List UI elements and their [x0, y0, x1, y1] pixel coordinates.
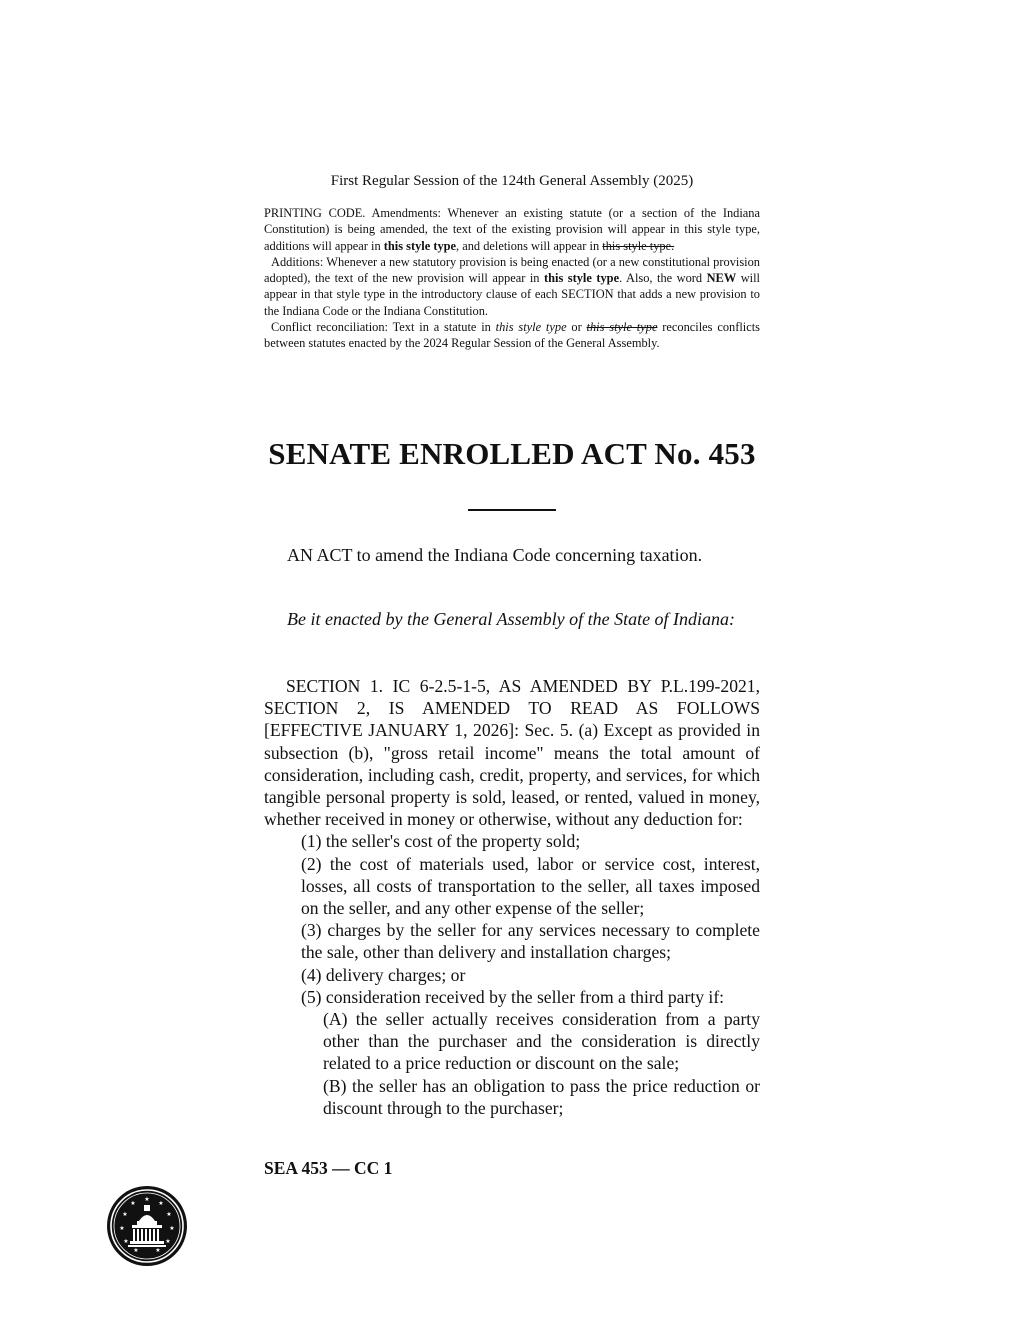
printing-code-notice	[264, 205, 760, 352]
indiana-state-seal-icon	[106, 1185, 188, 1267]
svg-text:★: ★	[158, 1200, 164, 1207]
printing-code-amendments: PRINTING CODE. Amendments: Whenever an existing statute (or a section of the Indiana Constitution) is being amended, the text of the existing provision will appear in this style type, additions will appear in this style type, and deletions will appear in this style type.	[264, 206, 760, 253]
list-item: (2) the cost of materials used, labor or service cost, interest, losses, all costs of transportation to the seller, all taxes imposed on the seller, and any other expense of the seller;	[301, 853, 760, 919]
session-heading: First Regular Session of the 124th General Assembly (2025)	[330, 173, 694, 189]
act-title: SENATE ENROLLED ACT No. 453	[268, 436, 756, 471]
svg-text:★: ★	[119, 1225, 125, 1232]
svg-text:★: ★	[122, 1211, 128, 1218]
list-item: (4) delivery charges; or	[301, 964, 466, 985]
list-item: (3) charges by the seller for any services necessary to complete the sale, other than delivery and installation charges;	[301, 920, 760, 963]
section-body	[264, 675, 760, 1119]
svg-text:★: ★	[155, 1247, 161, 1254]
sub-list-item: (A) the seller actually receives consideration from a party other than the purchaser and the consideration is directly related to a price reduction or discount on the sale;	[323, 1009, 760, 1074]
title-divider	[468, 509, 556, 511]
act-description: AN ACT to amend the Indiana Code concerning taxation.	[287, 545, 703, 565]
sub-list-item: (B) the seller has an obligation to pass the price reduction or discount through to the purchaser;	[323, 1075, 760, 1118]
svg-text:★: ★	[123, 1238, 129, 1245]
svg-text:★: ★	[144, 1196, 150, 1203]
svg-text:★: ★	[166, 1211, 172, 1218]
svg-text:★: ★	[130, 1200, 136, 1207]
enacting-clause: Be it enacted by the General Assembly of the State of Indiana:	[287, 609, 736, 629]
page-footer: SEA 453 — CC 1	[264, 1158, 393, 1178]
section-intro: SECTION 1. IC 6-2.5-1-5, AS AMENDED BY P.L.199-2021, SECTION 2, IS AMENDED TO READ AS FOLLOWS [EFFECTIVE JANUARY 1, 2026]: Sec. 5. (a) Except as provided in subsection (b), "gross retail income" means the total amount of consideration, including cash, credit, property, and services, for which tangible personal property is sold, leased, or rented, valued in money, whether received in money or otherwise, without any deduction for:	[264, 676, 760, 830]
list-item: (1) the seller's cost of the property sold;	[301, 831, 581, 852]
printing-code-additions: Additions: Whenever a new statutory provision is being enacted (or a new constitutional provision adopted), the text of the new provision will appear in this style type. Also, the word NEW will appear in that style type in the introductory clause of each SECTION that adds a new provision to the Indiana Code or the Indiana Constitution.	[264, 254, 760, 318]
list-item: (5) consideration received by the seller from a third party if:	[301, 986, 725, 1007]
svg-text:★: ★	[169, 1225, 175, 1232]
svg-text:★: ★	[165, 1238, 171, 1245]
printing-code-conflict: Conflict reconciliation: Text in a statute in this style type or this style type reconciles conflicts between statutes enacted by the 2024 Regular Session of the General Assembly.	[264, 320, 760, 351]
svg-text:★: ★	[133, 1247, 139, 1254]
